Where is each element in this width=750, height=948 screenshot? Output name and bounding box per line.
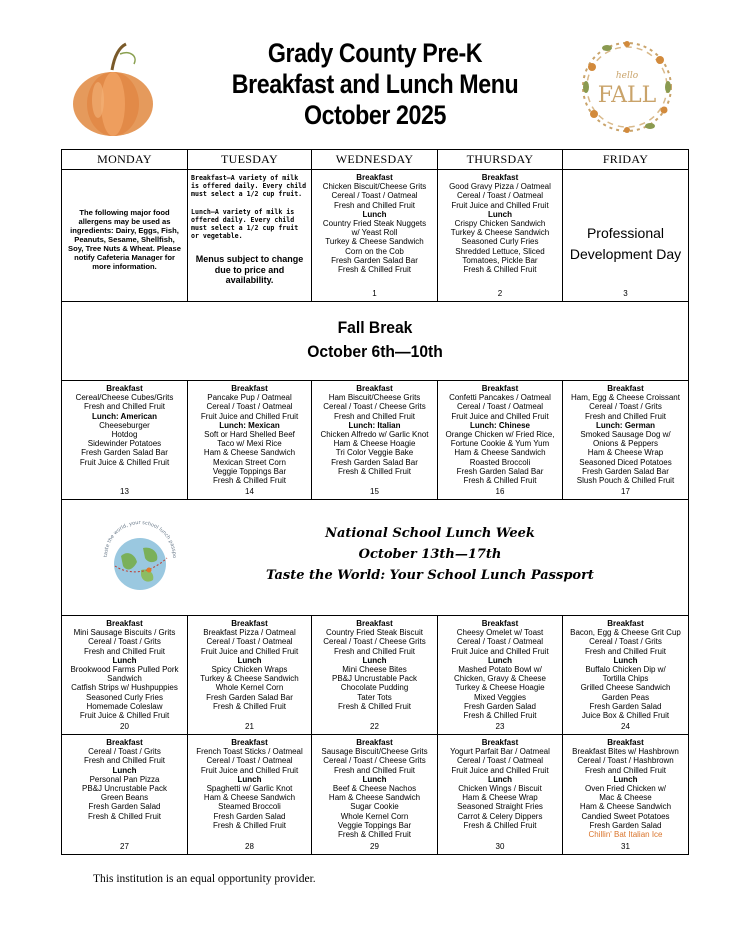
menu-item: Breakfast (481, 384, 519, 393)
date-number: 13 (120, 486, 129, 496)
menu-item: Smoked Sausage Dog w/ (580, 430, 671, 440)
menu-item: Breakfast (481, 738, 519, 747)
menu-item: Cereal/Cheese Cubes/Grits (75, 393, 174, 403)
menu-item: Turkey & Cheese Sandwich (450, 228, 550, 238)
day-header-thursday: THURSDAY (438, 150, 563, 170)
date-number: 24 (621, 721, 630, 731)
menu-item: Slush Pouch & Chilled Fruit (576, 476, 675, 486)
menu-item: Chocolate Pudding (340, 683, 409, 693)
menu-item: Breakfast (106, 738, 143, 747)
menu-item: Cereal / Toast / Grits (589, 637, 662, 647)
menu-item: Lunch (362, 774, 387, 784)
menu-item: Fresh Garden Salad Bar (206, 692, 293, 702)
fall-wreath-icon (572, 32, 682, 142)
menu-item: Seasoned Curly Fries (461, 237, 539, 247)
menu-item: Fresh Garden Salad Bar (331, 255, 418, 265)
day-cell-31 (563, 735, 689, 855)
day-cell-14 (188, 381, 312, 500)
menu-item: Confetti Pancakes / Oatmeal (449, 393, 551, 403)
day-cell-23 (438, 616, 563, 735)
menu-item: Cheeseburger (99, 420, 150, 430)
day-cell-24 (563, 616, 689, 735)
menu-item: Mexican Street Corn (213, 457, 286, 467)
menu-item: Fresh & Chilled Fruit (463, 476, 537, 486)
menu-item: Cereal / Toast / Cheese Grits (323, 402, 426, 412)
menu-item: Lunch (488, 774, 512, 784)
menu-item: Fresh & Chilled Fruit (463, 820, 537, 830)
menu-item: Oven Fried Chicken w/ (585, 784, 666, 794)
date-number: 1 (372, 288, 377, 298)
day-cell-15 (312, 381, 438, 500)
menu-item: Seasoned Straight Fries (457, 802, 543, 812)
menu-item: Sidewinder Potatoes (87, 439, 162, 449)
week-3-row (62, 381, 689, 500)
menu-item: Spaghetti w/ Garlic Knot (206, 784, 293, 794)
menu-item: Grilled Cheese Sandwich (580, 683, 671, 693)
menu-item: Sandwich (107, 674, 142, 684)
menu-item: Ham, Egg & Cheese Croissant (571, 393, 680, 403)
menu-item: w/ Yeast Roll (351, 228, 398, 238)
menu-item: Chicken, Gravy & Cheese (453, 674, 547, 684)
menu-item: Fresh & Chilled Fruit (338, 701, 411, 711)
menu-item: Breakfast (356, 384, 393, 393)
nslw-dates: October 13th—17th (358, 547, 502, 562)
menu-item: Cheesy Omelet w/ Toast (456, 628, 544, 638)
menu-lines (312, 170, 437, 301)
menu-item: Mini Cheese Bites (342, 665, 407, 675)
menu-item: Good Gravy Pizza / Oatmeal (449, 182, 551, 192)
menu-item: Spicy Chicken Wraps (211, 665, 288, 675)
menu-item: Lunch: German (595, 420, 656, 430)
menu-item: Chicken Biscuit/Cheese Grits (322, 182, 427, 192)
menu-item: Breakfast (231, 619, 268, 628)
wreath-big-text: FALL (597, 83, 657, 108)
day-cell-2 (438, 170, 563, 302)
menu-item: Fresh and Chilled Fruit (334, 646, 415, 656)
menu-item: Lunch (613, 774, 638, 784)
date-number: 31 (621, 841, 630, 851)
menu-item: Cereal / Toast / Oatmeal (456, 637, 544, 647)
menu-item: Fresh Garden Salad (589, 820, 662, 830)
menu-item: Chicken Wings / Biscuit (458, 784, 542, 794)
menu-item: Mini Sausage Biscuits / Grits (73, 628, 176, 638)
title-line-2: Breakfast and Lunch Menu (231, 69, 519, 99)
menu-item: Fresh and Chilled Fruit (84, 402, 165, 412)
menu-item: Fresh & Chilled Fruit (213, 701, 286, 711)
menu-item: Fruit Juice & Chilled Fruit (79, 457, 170, 467)
menu-item: Lunch (362, 209, 387, 219)
menu-item: Pancake Pup / Oatmeal (207, 393, 292, 403)
menu-item: Fresh & Chilled Fruit (213, 476, 286, 486)
allergen-note: The following major food allergens may be used as ingredients: Dairy, Eggs, Fish, Peanuts, Sesame, Shellfish, Soy, Tree Nuts & Wheat. Please notify Cafeteria Manager for more information. (68, 208, 181, 271)
menu-item: Country Fried Steak Biscuit (326, 628, 423, 638)
day-cell-3 (563, 170, 689, 302)
menu-item: Cereal / Toast / Oatmeal (206, 402, 293, 412)
menu-item: Ham & Cheese Sandwich (203, 793, 296, 803)
menu-item: Breakfast (607, 738, 644, 747)
pumpkin-icon (68, 40, 158, 140)
menu-item: Lunch (112, 765, 137, 775)
menu-item: Taco w/ Mexi Rice (217, 439, 282, 449)
menu-item: Breakfast (607, 384, 644, 393)
globe-icon (97, 514, 183, 600)
day-header-friday: FRIDAY (563, 150, 689, 170)
menu-item: Fresh & Chilled Fruit (213, 820, 286, 830)
menu-item: PB&J Uncrustable Pack (332, 674, 417, 684)
day-cell-29 (312, 735, 438, 855)
menu-item: Country Fried Steak Nuggets (322, 219, 427, 229)
date-number: 15 (370, 486, 379, 496)
menu-lines (438, 170, 562, 301)
menu-item: Fresh Garden Salad (463, 701, 537, 711)
menu-item: Breakfast (607, 619, 644, 628)
footer-note: This institution is an equal opportunity provider. (93, 873, 316, 885)
menu-item: Cereal / Toast / Hashbrown (577, 756, 674, 766)
menu-item: Brookwood Farms Pulled Pork (70, 665, 179, 675)
menu-item: Green Beans (100, 793, 149, 803)
day-header-tuesday: TUESDAY (188, 150, 312, 170)
menu-item: Whole Kernel Corn (215, 683, 284, 693)
menu-item: Fresh Garden Salad (88, 802, 161, 812)
menu-item: Lunch (362, 655, 387, 665)
menu-item: Lunch: Chinese (469, 420, 530, 430)
date-number: 27 (120, 841, 129, 851)
menu-item: Fresh and Chilled Fruit (84, 756, 165, 766)
menu-item: Crispy Chicken Sandwich (454, 219, 546, 229)
menu-item: Cereal / Toast / Oatmeal (456, 191, 544, 201)
menu-item: Fresh & Chilled Fruit (338, 466, 411, 476)
menu-item: Fresh and Chilled Fruit (585, 646, 666, 656)
menu-item: Fresh & Chilled Fruit (338, 830, 411, 840)
wreath-small-text: hello (615, 71, 639, 81)
date-number: 16 (495, 486, 505, 496)
menu-item: Ham & Cheese Hoagie (333, 439, 416, 449)
menu-item: Cereal / Toast / Grits (88, 637, 161, 647)
menu-item: Fresh Garden Salad Bar (582, 466, 669, 476)
day-cell-13 (62, 381, 188, 500)
title-line-1: Grady County Pre-K (267, 38, 483, 68)
menu-item: Mixed Veggies (473, 692, 527, 702)
menu-item: Breakfast (356, 738, 393, 747)
menu-item: Cereal / Toast / Oatmeal (206, 637, 293, 647)
menu-item: Lunch (488, 209, 512, 219)
day-cell-1 (312, 170, 438, 302)
menu-item: Breakfast (481, 619, 519, 628)
menu-item: Lunch (237, 774, 262, 784)
menu-item: Fresh Garden Salad (213, 811, 286, 821)
menu-item: Turkey & Cheese Hoagie (455, 683, 545, 693)
day-cell-20 (62, 616, 188, 735)
day-header-row (62, 150, 689, 170)
day-cell-17 (563, 381, 689, 500)
menu-title (199, 38, 552, 131)
menu-item: Mashed Potato Bowl w/ (458, 665, 542, 675)
menu-item: Veggie Toppings Bar (337, 820, 412, 830)
menu-item: Breakfast (481, 173, 519, 182)
menu-item: Breakfast (231, 738, 268, 747)
menu-item: Sausage Biscuit/Cheese Grits (321, 747, 428, 757)
menu-item: Homemade Coleslaw (86, 701, 163, 711)
menu-item: Fresh Garden Salad Bar (81, 448, 168, 458)
menu-item: Buffalo Chicken Dip w/ (585, 665, 666, 675)
menu-item: Fruit Juice and Chilled Fruit (451, 646, 549, 656)
day-cell-28 (188, 735, 312, 855)
menu-item: Fresh and Chilled Fruit (585, 411, 666, 421)
nslw-theme: Taste the World: Your School Lunch Passport (266, 568, 594, 583)
menu-item: Fresh and Chilled Fruit (334, 765, 415, 775)
menu-item: Carrot & Celery Dippers (457, 811, 543, 821)
menu-item: Tortilla Chips (602, 674, 649, 684)
menu-item: Catfish Strips w/ Hushpuppies (71, 683, 178, 693)
menu-item: PB&J Uncrustable Pack (82, 784, 167, 794)
milk-note-cell (188, 170, 312, 302)
day-cell-16 (438, 381, 563, 500)
menu-item: Breakfast (356, 173, 393, 182)
menu-item: Corn on the Cob (345, 246, 404, 256)
menu-item: Turkey & Cheese Sandwich (200, 674, 299, 684)
menu-item: Lunch (488, 655, 512, 665)
date-number: 20 (120, 721, 129, 731)
lunch-milk-note: Lunch—A variety of milk is offered daily. Every child must select a 1/2 cup fruit or vegetable. (191, 208, 299, 240)
fall-break-title: Fall Break (337, 318, 413, 337)
menu-item: Ham & Cheese Sandwich (454, 448, 546, 458)
menu-item: Cereal / Toast / Oatmeal (456, 402, 544, 412)
date-number: 28 (245, 841, 254, 851)
menu-item: Fresh and Chilled Fruit (84, 646, 165, 656)
menu-item: Beef & Cheese Nachos (332, 784, 417, 794)
menu-item: Lunch: American (91, 411, 158, 421)
fall-break-banner (62, 302, 689, 381)
date-number: 17 (621, 486, 630, 496)
allergen-cell (62, 170, 188, 302)
menu-item: Shredded Lettuce, Sliced (455, 246, 545, 256)
menu-item: Fruit Juice and Chilled Fruit (200, 646, 299, 656)
menu-item: Cereal / Toast / Grits (88, 747, 161, 757)
menu-item: Fresh & Chilled Fruit (463, 265, 537, 275)
special-item: Chillin' Bat Italian Ice (588, 830, 663, 840)
menu-item: Breakfast (106, 384, 143, 393)
fall-break-row (62, 302, 689, 381)
day-cell-27 (62, 735, 188, 855)
date-number: 14 (245, 486, 254, 496)
nslw-row (62, 500, 689, 616)
week-4-row (62, 616, 689, 735)
menu-item: Fresh Garden Salad (589, 701, 662, 711)
menu-item: Garden Peas (601, 692, 650, 702)
nslw-banner (62, 500, 689, 616)
menu-item: Yogurt Parfait Bar / Oatmeal (450, 747, 550, 757)
menu-item: Breakfast Bites w/ Hashbrown (572, 747, 679, 757)
day-cell-21 (188, 616, 312, 735)
date-number: 2 (497, 288, 503, 298)
menu-item: Fresh and Chilled Fruit (585, 765, 666, 775)
menu-item: Mac & Cheese (599, 793, 652, 803)
menu-item: Onions & Peppers (593, 439, 658, 449)
date-number: 29 (370, 841, 379, 851)
menu-item: French Toast Sticks / Oatmeal (196, 747, 303, 757)
week-1-row (62, 170, 689, 302)
menu-item: Tomatoes, Pickle Bar (462, 255, 538, 265)
menu-item: Tri Color Veggie Bake (335, 448, 414, 458)
menu-item: Fortune Cookie & Yum Yum (450, 439, 550, 449)
fall-break-dates: October 6th—10th (307, 342, 443, 361)
menu-item: Fresh & Chilled Fruit (88, 811, 161, 821)
menu-item: Orange Chicken w/ Fried Rice, (445, 430, 555, 440)
day-header-monday: MONDAY (62, 150, 188, 170)
menu-item: Ham & Cheese Wrap (587, 448, 664, 458)
menu-item: Cereal / Toast / Cheese Grits (323, 756, 426, 766)
day-cell-22 (312, 616, 438, 735)
menu-item: Fresh and Chilled Fruit (334, 411, 415, 421)
menu-item: Roasted Broccoli (469, 457, 531, 467)
menu-item: Seasoned Diced Potatoes (579, 457, 672, 467)
subject-note: Menus subject to change due to price and availability. (195, 254, 304, 285)
menu-item: Fresh & Chilled Fruit (338, 265, 411, 275)
menu-item: Cereal / Toast / Cheese Grits (323, 637, 426, 647)
menu-item: Seasoned Curly Fries (86, 692, 163, 702)
professional-day: Professional Development Day (569, 225, 682, 262)
week-5-row (62, 735, 689, 855)
menu-item: Cereal / Toast / Oatmeal (331, 191, 418, 201)
date-number: 22 (370, 721, 379, 731)
menu-item: Personal Pan Pizza (89, 774, 160, 784)
menu-item: Fresh & Chilled Fruit (463, 711, 537, 721)
menu-item: Whole Kernel Corn (340, 811, 409, 821)
menu-item: Ham Biscuit/Cheese Grits (328, 393, 421, 403)
menu-item: Fruit Juice and Chilled Fruit (451, 765, 549, 775)
menu-item: Lunch: Italian (348, 420, 401, 430)
nslw-title: National School Lunch Week (325, 526, 535, 541)
globe-arc-text: taste the world, your school lunch passpo (102, 519, 178, 559)
menu-item: Lunch (613, 655, 638, 665)
menu-item: Chicken Alfredo w/ Garlic Knot (320, 430, 429, 440)
menu-item: Bacon, Egg & Cheese Grit Cup (570, 628, 681, 638)
menu-item: Fruit Juice and Chilled Fruit (451, 411, 549, 421)
menu-item: Lunch (112, 655, 137, 665)
menu-item: Fresh Garden Salad Bar (331, 457, 418, 467)
menu-item: Lunch: Mexican (219, 420, 280, 430)
menu-item: Fresh Garden Salad Bar (456, 466, 544, 476)
menu-item: Soft or Hard Shelled Beef (204, 430, 295, 440)
menu-item: Ham & Cheese Sandwich (579, 802, 672, 812)
menu-item: Ham & Cheese Wrap (462, 793, 538, 803)
menu-item: Breakfast (356, 619, 393, 628)
menu-item: Ham & Cheese Sandwich (203, 448, 296, 458)
title-line-3: October 2025 (304, 100, 446, 130)
menu-item: Fruit Juice and Chilled Fruit (451, 200, 549, 210)
menu-item: Cereal / Toast / Oatmeal (456, 756, 544, 766)
menu-item: Fresh and Chilled Fruit (334, 200, 415, 210)
date-number: 23 (495, 721, 505, 731)
breakfast-milk-note: Breakfast—A variety of milk is offered daily. Every child must select a 1/2 cup fruit. (191, 174, 307, 198)
menu-item: Veggie Toppings Bar (212, 466, 287, 476)
menu-item: Juice Box & Chilled Fruit (581, 711, 670, 721)
menu-item: Cereal / Toast / Grits (589, 402, 662, 412)
date-number: 21 (245, 721, 254, 731)
menu-item: Cereal / Toast / Oatmeal (206, 756, 293, 766)
menu-item: Fruit Juice and Chilled Fruit (200, 765, 299, 775)
day-header-wednesday: WEDNESDAY (312, 150, 438, 170)
menu-item: Ham & Cheese Sandwich (328, 793, 421, 803)
menu-item: Sugar Cookie (350, 802, 399, 812)
menu-item: Tater Tots (357, 692, 392, 702)
menu-table (61, 149, 689, 855)
date-number: 30 (495, 841, 505, 851)
menu-item: Fruit Juice & Chilled Fruit (79, 711, 170, 721)
menu-item: Candied Sweet Potatoes (581, 811, 670, 821)
menu-item: Breakfast Pizza / Oatmeal (203, 628, 296, 638)
date-number: 3 (623, 288, 628, 298)
menu-item: Lunch (237, 655, 262, 665)
day-cell-30 (438, 735, 563, 855)
menu-item: Steamed Broccoli (218, 802, 281, 812)
menu-item: Fruit Juice and Chilled Fruit (200, 411, 299, 421)
menu-item: Hotdog (111, 430, 138, 440)
menu-item: Breakfast (231, 384, 268, 393)
menu-item: Breakfast (106, 619, 143, 628)
menu-item: Turkey & Cheese Sandwich (325, 237, 424, 247)
